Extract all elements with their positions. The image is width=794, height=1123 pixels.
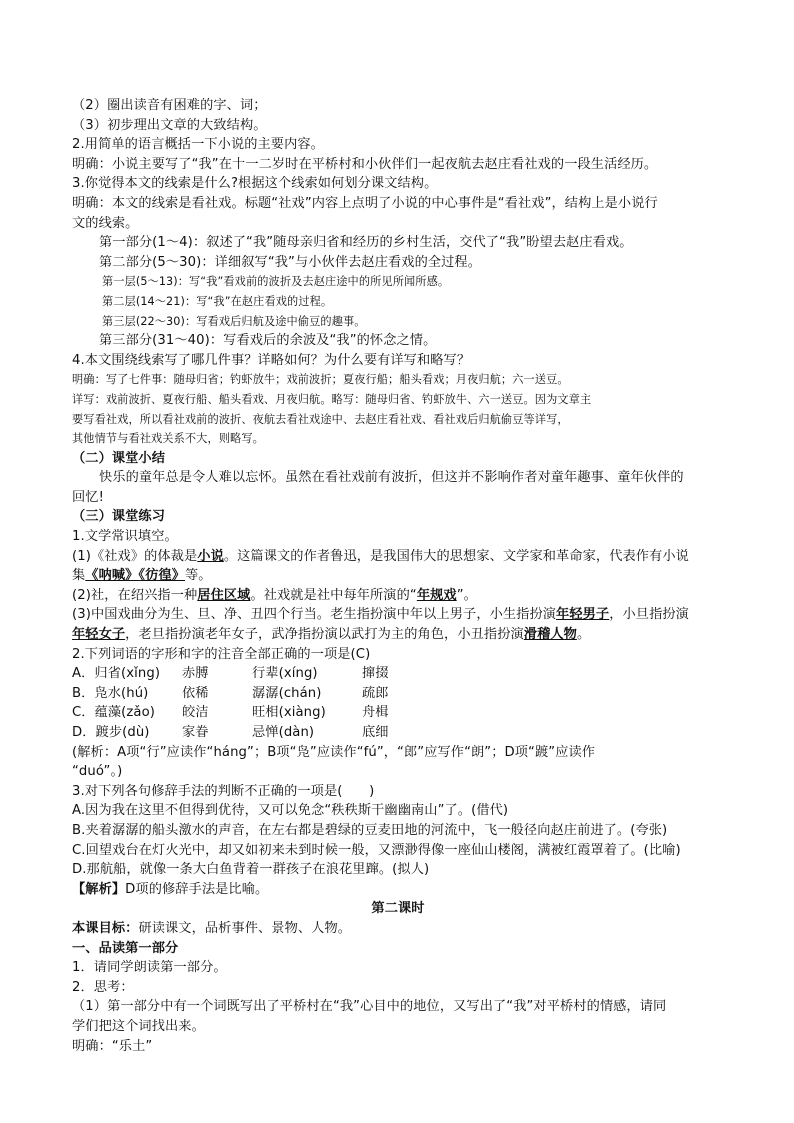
question-line: 学们把这个词找出来。 bbox=[72, 1018, 205, 1034]
explanation-line: 【解析】D项的修辞手法是比喻。 bbox=[72, 881, 269, 897]
document-page bbox=[72, 96, 724, 1056]
answer-blank: 年规戏 bbox=[416, 587, 457, 603]
option-row: A．归省(xǐng) 赤膊 行辈(xíng) 撺掇 bbox=[72, 666, 389, 682]
fill-line: (3)中国戏曲分为生、旦、净、丑四个行当。老生指扮演中年以上男子，小生指扮演年轻男子，小旦指扮演 bbox=[72, 607, 689, 623]
fill-line: 年轻女子，老旦指扮演老年女子，武净指扮演以武打为主的角色，小丑指扮演滑稽人物。 bbox=[72, 627, 591, 643]
question-line: 3.你觉得本文的线索是什么?根据这个线索如何划分课文结构。 bbox=[72, 176, 438, 192]
fill-line: (1)《社戏》的体裁是小说。这篇课文的作者鲁迅，是我国伟大的思想家、文学家和革命家，代表作有小说 bbox=[72, 548, 689, 564]
structure-line: 第三部分(31～40)：写看戏后的余波及“我”的怀念之情。 bbox=[99, 333, 437, 349]
structure-line: 第一部分(1～4)：叙述了“我”随母亲归省和经历的乡村生活，交代了“我”盼望去赵庄看戏。 bbox=[99, 235, 633, 251]
text-line: （3）初步理出文章的大致结构。 bbox=[72, 117, 267, 133]
answer-blank: 《彷徨》 bbox=[138, 568, 186, 584]
question-line: （1）第一部分中有一个词既写出了平桥村在“我”心目中的地位，又写出了“我”对平桥村的情感，请同 bbox=[72, 999, 667, 1015]
answer-line: 明确：“乐土” bbox=[72, 1038, 153, 1054]
lesson-goal: 本课目标：研读课文，品析事件、景物、人物。 bbox=[72, 920, 352, 936]
answer-blank: 年轻女子 bbox=[72, 627, 126, 643]
explanation-line: “duó”。) bbox=[72, 764, 123, 780]
summary-line: 回忆! bbox=[72, 489, 104, 505]
structure-sub-line: 第三层(22～30)：写看戏后归航及途中偷豆的趣事。 bbox=[102, 314, 366, 328]
option-line: C.回望戏台在灯火光中，却又如初来未到时候一般，又漂渺得像一座仙山楼阁，满被红霞罩着了。(比喻) bbox=[72, 842, 681, 858]
text-line: （2）圈出读音有困难的字、词； bbox=[72, 98, 267, 113]
fill-line: (2)社，在绍兴指一种居住区域。社戏就是社中每年所演的“年规戏”。 bbox=[72, 587, 477, 603]
structure-line: 第二部分(5～30)：详细叙写“我”与小伙伴去赵庄看戏的全过程。 bbox=[99, 254, 482, 270]
section-heading: 一、品读第一部分 bbox=[72, 940, 179, 956]
question-title: 1.文学常识填空。 bbox=[72, 529, 178, 545]
answer-line: 明确：小说主要写了“我”在十一二岁时在平桥村和小伙伴们一起夜航去赵庄看社戏的一段生活经历。 bbox=[72, 156, 658, 172]
answer-blank: 年轻男子 bbox=[556, 607, 610, 623]
fill-line: 集《呐喊》《彷徨》等。 bbox=[72, 568, 212, 584]
question-line: 2.用简单的语言概括一下小说的主要内容。 bbox=[72, 137, 324, 153]
answer-line: 要写看社戏，所以看社戏前的波折、夜航去看社戏途中、去赵庄看社戏、看社戏后归航偷豆等详写， bbox=[72, 412, 569, 426]
option-line: B.夹着潺潺的船头激水的声音，在左右都是碧绿的豆麦田地的河流中，飞一般径向赵庄前进了。(夸张) bbox=[72, 822, 668, 838]
option-line: A.因为我在这里不但得到优待，又可以免念“秩秩斯干幽幽南山”了。(借代) bbox=[72, 803, 509, 819]
answer-line: 详写：戏前波折、夏夜行船、船头看戏、月夜归航。略写：随母归省、钓虾放牛、六一送豆。因为文章主 bbox=[72, 392, 592, 406]
structure-sub-line: 第一层(5～13)：写“我”看戏前的波折及去赵庄途中的所见所闻所感。 bbox=[102, 275, 450, 289]
answer-line: 其他情节与看社戏关系不大，则略写。 bbox=[72, 432, 264, 446]
question-title: 3.对下列各句修辞手法的判断不正确的一项是( ) bbox=[72, 783, 375, 799]
explanation-line: (解析：A项“行”应读作“háng”；B项“凫”应读作“fú”，“郎”应写作“朗”；D项“踱”应读作 bbox=[72, 744, 596, 760]
section-heading: （三）课堂练习 bbox=[72, 509, 166, 525]
answer-blank: 《呐喊》 bbox=[85, 568, 139, 584]
answer-blank: 滑稽人物 bbox=[523, 627, 577, 643]
structure-sub-line: 第二层(14～21)：写“我”在赵庄看戏的过程。 bbox=[102, 294, 333, 308]
section-heading: （二）课堂小结 bbox=[72, 450, 166, 466]
instruction-line: 1．请同学朗读第一部分。 bbox=[72, 960, 227, 976]
option-row: B．凫水(hú) 依稀 潺潺(chán) 疏郎 bbox=[72, 685, 389, 701]
question-title: 2.下列词语的字形和字的注音全部正确的一项是(C) bbox=[72, 646, 371, 662]
answer-line: 明确：本文的线索是看社戏。标题“社戏”内容上点明了小说的中心事件是“看社戏”，结构上是小说行 bbox=[72, 195, 658, 211]
answer-line: 明确：写了七件事：随母归省；钓虾放牛；戏前波折；夏夜行船；船头看戏；月夜归航；六一送豆。 bbox=[72, 373, 569, 387]
summary-line: 快乐的童年总是令人难以忘怀。虽然在看社戏前有波折，但这并不影响作者对童年趣事、童年伙伴的 bbox=[99, 470, 684, 486]
instruction-line: 2．思考： bbox=[72, 979, 134, 995]
answer-line: 文的线索。 bbox=[72, 215, 139, 231]
answer-blank: 居住区域 bbox=[197, 587, 251, 603]
answer-blank: 小说 bbox=[197, 548, 224, 564]
question-line: 4.本文围绕线索写了哪几件事？详略如何？为什么要有详写和略写？ bbox=[72, 352, 471, 368]
option-row: C．蕴藻(zǎo) 皎洁 旺相(xiàng) 舟楫 bbox=[72, 705, 389, 721]
option-line: D.那航船，就像一条大白鱼背着一群孩子在浪花里蹿。(拟人) bbox=[72, 862, 430, 878]
lesson-title: 第二课时 bbox=[371, 901, 425, 917]
option-row: D．踱步(dù) 家眷 忌惮(dàn) 底细 bbox=[72, 725, 389, 740]
